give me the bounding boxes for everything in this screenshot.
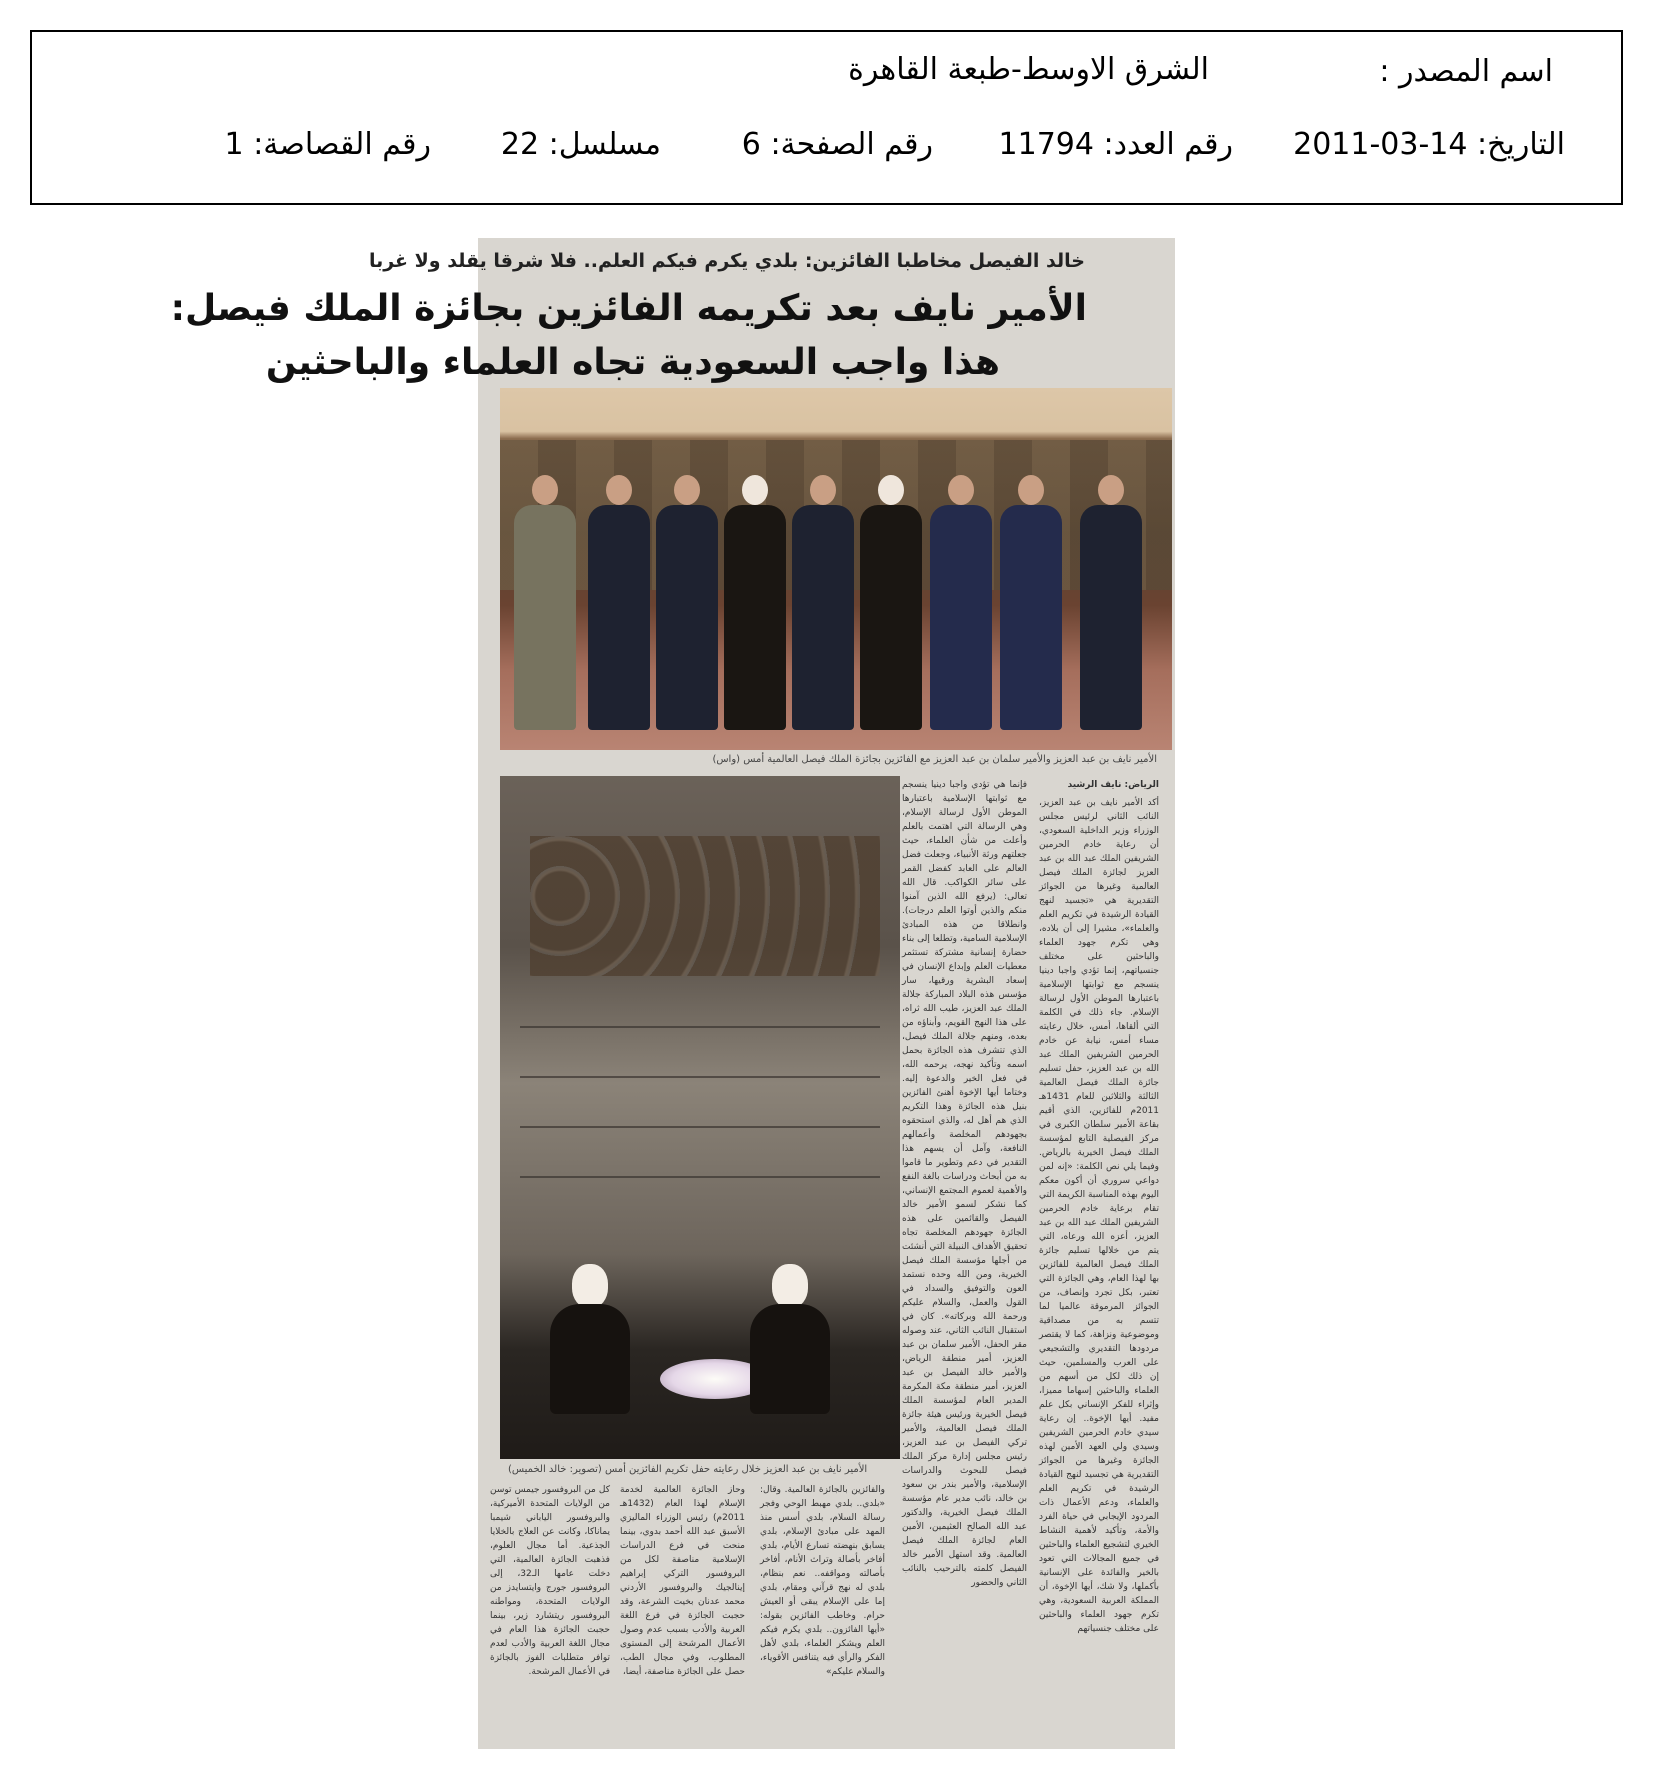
photo-person (1000, 475, 1062, 730)
photo-caption-top: الأمير نايف بن عبد العزيز والأمير سلمان بن عبد العزيز مع الفائزين بجائزة الملك فيصل العالمية أمس (واس) (712, 754, 1157, 765)
article-column (760, 1483, 885, 1743)
column-text: فإنما هي تؤدي واجبا دينيا ينسجم مع ثوابتها الإسلامية باعتبارها الموطن الأول لرسالة الإسلام، وهي الرسالة التي اهتمت بالعلم وأعلت من شأن العلماء، حيث جعلتهم ورثة الأنبياء، وجعلت فضل العالم على العابد كفضل القمر على سائر الكواكب. قال الله تعالى: (يرفع الله الذين آمنوا منكم والذين أوتوا العلم درجات). وانطلاقا من هذه المبادئ الإسلامية السامية، وتطلعا إلى بناء حضارة إنسانية مشتركة تستثمر معطيات العلم وإبداع الإنسان في إسعاد البشرية ورقيها، سار مؤسس هذه البلاد المباركة جلالة الملك عبد العزيز، طيب الله ثراه، على هذا النهج القويم، وأبناؤه من بعده، ومنهم جلالة الملك فيصل، الذي تتشرف هذه الجائزة بحمل اسمه وتأكيد نهجه، يرحمه الله، في فعل الخير والدعوة إليه. وختاما أيها الإخوة أهنئ الفائزين بنيل هذه الجائزة وهذا التكريم الذي هم أهل له، والذي استحقوه بجهودهم المخلصة وأعمالهم النافعة، وآمل أن يسهم هذا التقدير في دعم وتطوير ما قاموا به من أبحاث ودراسات بالغة النفع والأهمية لعموم المجتمع الإنساني، كما نشكر لسمو الأمير خالد الفيصل والقائمين على هذه الجائزة جهودهم المخلصة تجاه تحقيق الأهداف النبيلة التي أنشئت من أجلها مؤسسة الملك فيصل الخيرية، ومن الله وحده نستمد العون والتوفيق والسداد في القول والعمل، والسلام عليكم ورحمة الله وبركاته». كان في استقبال النائب الثاني، عند وصوله مقر الحفل، الأمير سلمان بن عبد العزيز، أمير منطقة الرياض، والأمير خالد الفيصل بن عبد العزيز، أمير منطقة مكة المكرمة المدير العام لمؤسسة الملك فيصل الخيرية ورئيس هيئة جائزة الملك فيصل العالمية، والأمير تركي الفيصل بن عبد العزيز، رئيس مجلس إدارة مركز الملك فيصل للبحوث والدراسات الإسلامية، والأمير بندر بن سعود بن خالد، نائب مدير عام مؤسسة الملك فيصل الخيرية، والدكتور عبد الله الصالح العثيمين، الأمين العام لجائزة الملك فيصل العالمية. وقد استهل الأمير خالد الفيصل كلمته بالترحيب بالنائب الثاني والحضور (902, 780, 1027, 1588)
issue-field (999, 127, 1233, 162)
column-text: والفائزين بالجائزة العالمية. وقال: «بلدي.. بلدي مهبط الوحي وفجر رسالة السلام، بلدي أسس منذ المهد على مبادئ الإسلام، بلدي يسابق بنهضته تسارع الأيام، بلدي أفاخر بأصالة وتراث الأنام، أفاخر بأصالته ومواقفه.. نعم بنظام، بلدي له نهج قرآني ومقام، بلدي إما على الإسلام يبقى أو العيش حرام. وخاطب الفائزين بقوله: «أيها الفائزون.. بلدي يكرم فيكم العلم ويشكر العلماء، بلدي لأهل الفكر والرأي فيه يتنافس الأقوياء، والسلام عليكم» (760, 1485, 885, 1677)
source-label: اسم المصدر : (1379, 54, 1553, 89)
photo-caption-bottom: الأمير نايف بن عبد العزيز خلال رعايته حفل تكريم الفائزين أمس (تصوير: خالد الخميس) (508, 1464, 868, 1475)
photo-seated-person (550, 1264, 630, 1414)
page-field (742, 127, 933, 162)
date-field (1293, 127, 1565, 162)
article-column (490, 1483, 610, 1743)
photo-script-line (520, 1176, 880, 1178)
article-subheadline: هذا واجب السعودية تجاه العلماء والباحثين (265, 342, 1000, 383)
photo-person (656, 475, 718, 730)
photo-person (792, 475, 854, 730)
article-kicker: خالد الفيصل مخاطبا الفائزين: بلدي يكرم فيكم العلم.. فلا شرقا يقلد ولا غربا (368, 250, 1085, 272)
photo-person (930, 475, 992, 730)
serial-value: 22 (500, 127, 540, 162)
column-text: كل من البروفسور جيمس توسن من الولايات المتحدة الأميركية، والبروفسور الياباني شيمبا يماناكا، وكانت عن العلاج بالخلايا الجذعية. أما مجال العلوم، فذهبت الجائزة العالمية، التي دخلت عامها الـ32، إلى البروفسور جورج وايتسايدز من الولايات المتحدة، ومواطنه البروفسور ريتشارد زير، بينما حجبت الجائزة هذا العام في مجال اللغة العربية والأدب لعدم توافر متطلبات الفوز بالجائزة في الأعمال المرشحة. (490, 1485, 610, 1677)
photo-script-line (520, 1026, 880, 1028)
clip-label: رقم القصاصة: (253, 127, 431, 162)
page-value: 6 (741, 127, 761, 162)
photo-script-line (520, 1076, 880, 1078)
serial-label: مسلسل: (548, 127, 661, 162)
photo-person (1080, 475, 1142, 730)
photo-person (588, 475, 650, 730)
date-value: 2011-03-14 (1293, 127, 1468, 162)
photo-prayer-beads (530, 836, 880, 976)
article-headline: الأمير نايف بعد تكريمه الفائزين بجائزة الملك فيصل: (170, 288, 1087, 329)
newspaper-clipping (170, 238, 1175, 1749)
column-text: أكد الأمير نايف بن عبد العزيز، النائب الثاني لرئيس مجلس الوزراء وزير الداخلية السعودي، أن رعاية خادم الحرمين الشريفين الملك عبد الله بن عبد العزيز لجائزة الملك فيصل العالمية وغيرها من الجوائز التقديرية هي «تجسيد لنهج القيادة الرشيدة في تكريم العلم والعلماء»، مشيرا إلى أن بلاده، وهي تكرم جهود العلماء والباحثين على مختلف جنسياتهم، إنما تؤدي واجبا دينيا ينسجم مع ثوابتها الإسلامية باعتبارها الموطن الأول لرسالة الإسلام. جاء ذلك في الكلمة التي ألقاها، أمس، خلال رعايته مساء أمس، نيابة عن خادم الحرمين الشريفين الملك عبد الله بن عبد العزيز، حفل تسليم جائزة الملك فيصل العالمية الثالثة والثلاثين للعام 1431هـ 2011م للفائزين، الذي أقيم بقاعة الأمير سلطان الكبرى في مركز الفيصلية التابع لمؤسسة الملك فيصل الخيرية بالرياض. وفيما يلي نص الكلمة: «إنه لمن دواعي سروري أن أكون معكم اليوم بهذه المناسبة الكريمة التي تقام برعاية خادم الحرمين الشريفين الملك عبد الله بن عبد العزيز، أعزه الله ورعاه، التي يتم من خلالها تسليم جائزة الملك فيصل العالمية للفائزين بها لهذا العام، وهي الجائزة التي تعتبر، بكل تجرد وإنصاف، من الجوائز المرموقة عالميا لما تتسم به من مصداقية وموضوعية ونزاهة، كما لا يقتصر مردودها التقديري والتشجيعي على العرب والمسلمين، حيث إن ذلك لكل من أسهم من العلماء والباحثين إسهاما مميزا، وإثراء للفكر الإنساني بكل علم مفيد. أيها الإخوة.. إن رعاية سيدي خادم الحرمين الشريفين وسيدي ولي العهد الأمين لهذه الجائزة وغيرها من الجوائز التقديرية هي تجسيد لنهج القيادة الرشيدة في تكريم العلم والعلماء، ودعم الأعمال ذات المردود الإيجابي في حياة الفرد والأمة، وتأكيد لأهمية النشاط الخيري لتشجيع العلماء والباحثين في جميع المجالات التي تعود بالخير والفائدة على الإنسانية بأكملها، ولا شك، أيها الإخوة، أن المملكة العربية السعودية، وهي تكرم جهود العلماء والباحثين على مختلف جنسياتهم (1039, 798, 1159, 1634)
photo-person (724, 475, 786, 730)
metadata-box (30, 30, 1623, 205)
issue-value: 11794 (998, 127, 1094, 162)
column-text: وحاز الجائزة العالمية لخدمة الإسلام لهذا العام (1432هـ 2011م) رئيس الوزراء الماليزي الأسبق عبد الله أحمد بدوي، بينما منحت في فرع الدراسات الإسلامية مناصفة لكل من البروفسور التركي إبراهيم إينالجيك والبروفسور الأردني محمد عدنان بخيت الشرعة، وقد حجبت الجائزة في فرع اللغة العربية والأدب بسبب عدم وصول الأعمال المرشحة إلى المستوى المطلوب، وفي مجال الطب، حصل على الجائزة مناصفة، أيضا، (620, 1485, 745, 1677)
ceremony-photo (500, 776, 900, 1459)
group-photo (500, 388, 1172, 750)
article-column (902, 778, 1027, 1748)
article-column (1039, 778, 1159, 1748)
photo-person (860, 475, 922, 730)
article-column (620, 1483, 745, 1743)
clip-field (225, 127, 431, 162)
article-byline: الرياض: نايف الرشيد (1067, 780, 1159, 790)
issue-label: رقم العدد: (1103, 127, 1233, 162)
serial-field (501, 127, 661, 162)
page-label: رقم الصفحة: (770, 127, 933, 162)
photo-person (514, 475, 576, 730)
source-value: الشرق الاوسط-طبعة القاهرة (848, 52, 1209, 87)
photo-script-line (520, 1126, 880, 1128)
date-label: التاريخ: (1477, 127, 1565, 162)
clip-value: 1 (224, 127, 244, 162)
photo-seated-person (750, 1264, 830, 1414)
